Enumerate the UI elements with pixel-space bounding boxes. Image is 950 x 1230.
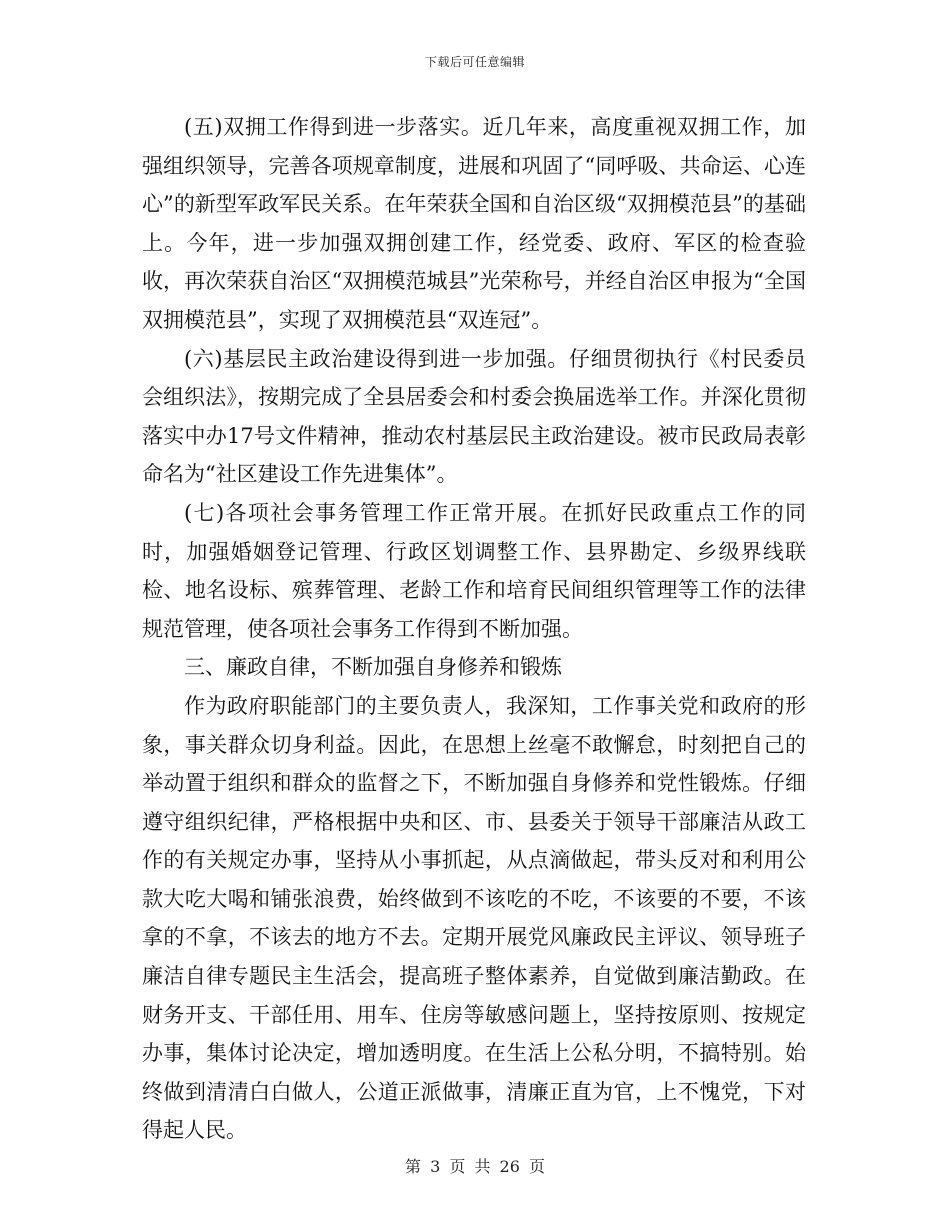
paragraph-dual-support: (五)双拥工作得到进一步落实。近几年来，高度重视双拥工作，加强组织领导，完善各项规章制度，进展和巩固了“同呼吸、共命运、心连心”的新型军政军民关系。在年荣获全国和自治区级“双拥模范县”的基础上。今年，进一步加强双拥创建工作，经党委、政府、军区的检查验收，再次荣获自治区“双拥模范城县”光荣称号，并经自治区申报为“全国双拥模范县”，实现了双拥模范县“双连冠”。 <box>142 115 806 332</box>
page-number-footer: 第 3 页 共 26 页 <box>405 1157 545 1176</box>
paragraph-social-affairs: (七)各项社会事务管理工作正常开展。在抓好民政重点工作的同时，加强婚姻登记管理、行政区划调整工作、县界勘定、乡级界线联检、地名设标、殡葬管理、老龄工作和培育民间组织管理等工作的法律规范管理，使各项社会事务工作得到不断加强。 <box>142 500 806 641</box>
section-heading-integrity: 三、廉政自律，不断加强自身修养和锻炼 <box>184 655 562 680</box>
page-header-note: 下载后可任意编辑 <box>424 55 525 69</box>
paragraph-grassroots-democracy: (六)基层民主政治建设得到进一步加强。仔细贯彻执行《村民委员会组织法》，按期完成了全县居委会和村委会换届选举工作。并深化贯彻落实中办17号文件精神，推动农村基层民主政治建设。被市民政局表彰命名为“社区建设工作先进集体”。 <box>142 346 806 487</box>
document-body <box>142 108 806 1150</box>
paragraph-integrity-self-discipline: 作为政府职能部门的主要负责人，我深知，工作事关党和政府的形象，事关群众切身利益。因此，在思想上丝毫不敢懈怠，时刻把自己的举动置于组织和群众的监督之下，不断加强自身修养和党性锻炼。仔细遵守组织纪律，严格根据中央和区、市、县委关于领导干部廉洁从政工作的有关规定办事，坚持从小事抓起，从点滴做起，带头反对和利用公款大吃大喝和铺张浪费，始终做到不该吃的不吃，不该要的不要，不该拿的不拿，不该去的地方不去。定期开展党风廉政民主评议、领导班子廉洁自律专题民主生活会，提高班子整体素养，自觉做到廉洁勤政。在财务开支、干部任用、用车、住房等敏感问题上，坚持按原则、按规定办事，集体讨论决定，增加透明度。在生活上公私分明，不搞特别。始终做到清清白白做人，公道正派做事，清廉正直为官，上不愧党，下对得起人民。 <box>142 693 806 1143</box>
